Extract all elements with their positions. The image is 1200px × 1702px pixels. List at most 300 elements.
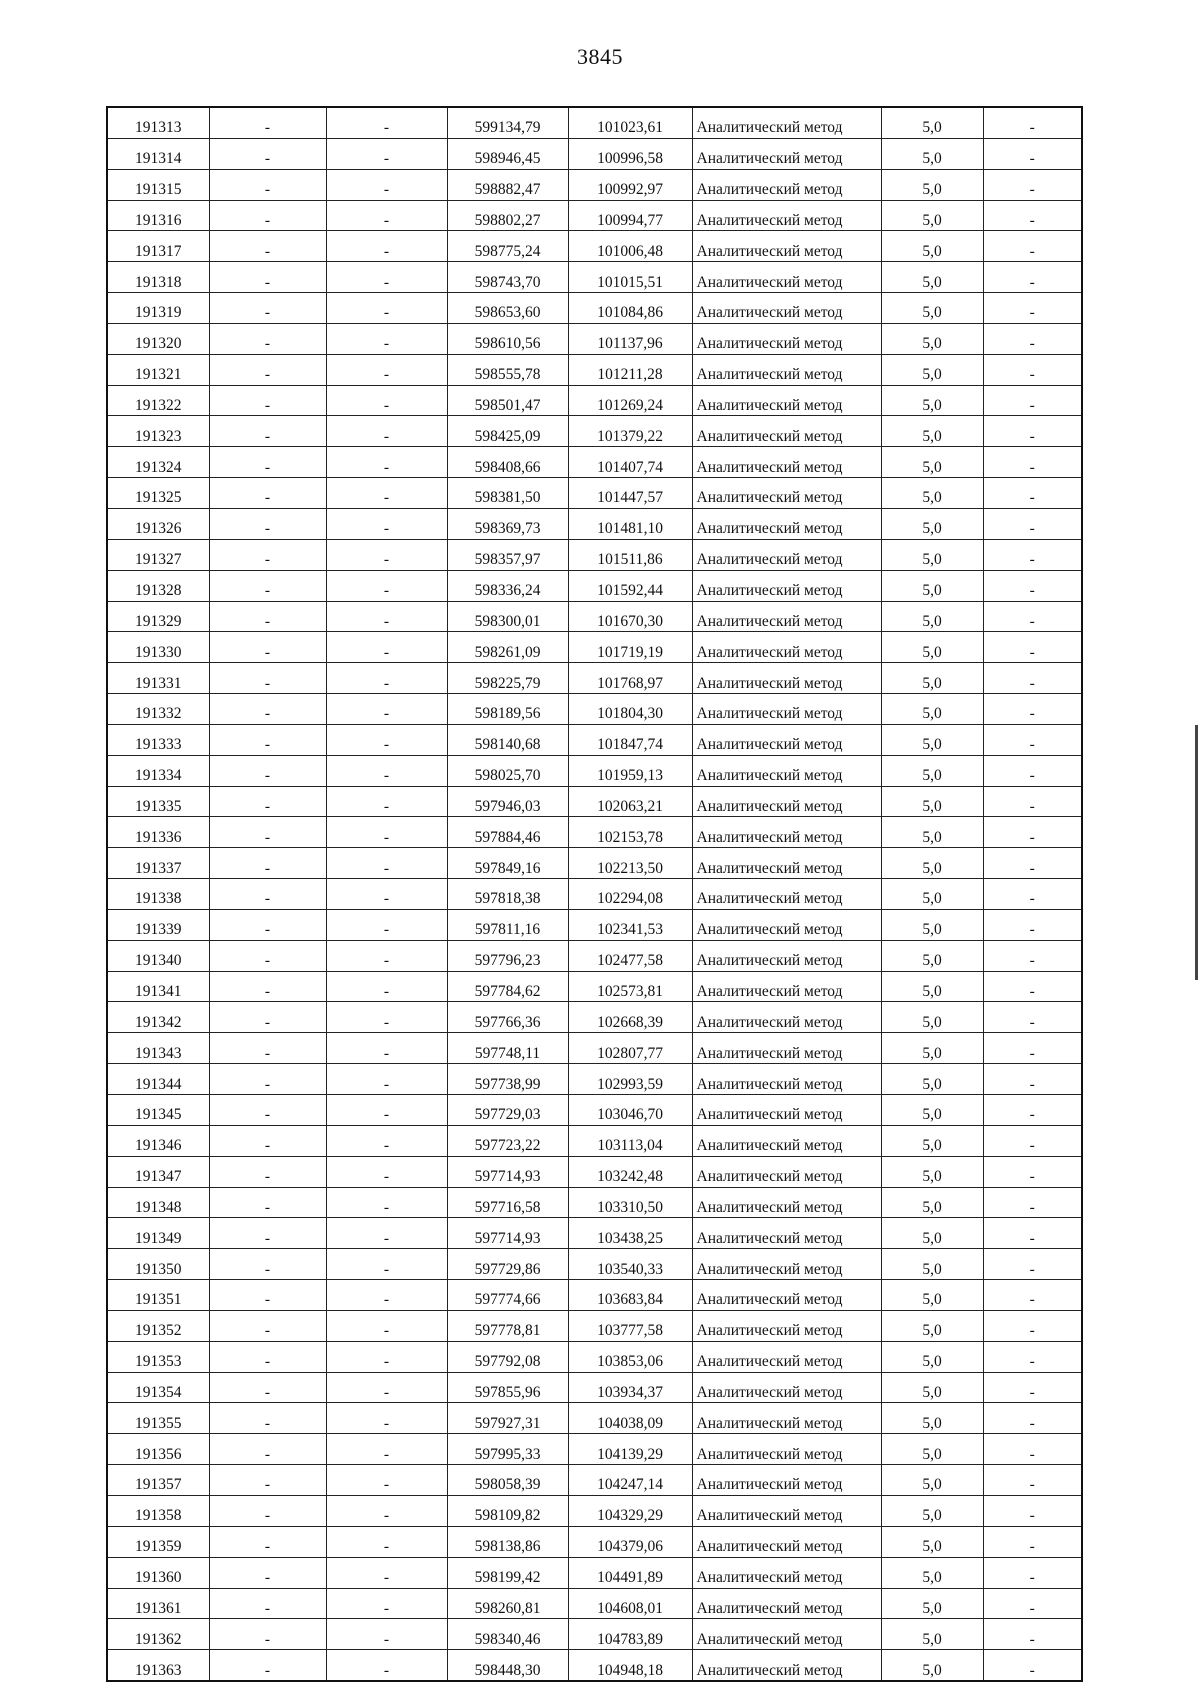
table-row: [107, 971, 1082, 1002]
y-coordinate-cell: 101959,13: [568, 755, 692, 786]
method-cell: Аналитический метод: [692, 138, 881, 169]
method-cell: Аналитический метод: [692, 724, 881, 755]
dash-cell: -: [326, 478, 447, 509]
table-row: [107, 539, 1082, 570]
x-coordinate-cell: 598300,01: [447, 601, 568, 632]
dash-cell: -: [326, 323, 447, 354]
point-id-cell: 191333: [107, 724, 209, 755]
x-coordinate-cell: 598109,82: [447, 1495, 568, 1526]
point-id-cell: 191322: [107, 385, 209, 416]
table-row: [107, 1310, 1082, 1341]
dash-cell: -: [209, 1557, 326, 1588]
accuracy-cell: 5,0: [881, 694, 983, 725]
method-cell: Аналитический метод: [692, 354, 881, 385]
method-cell: Аналитический метод: [692, 416, 881, 447]
table-row: [107, 478, 1082, 509]
method-cell: Аналитический метод: [692, 200, 881, 231]
table-row: [107, 1156, 1082, 1187]
point-id-cell: 191323: [107, 416, 209, 447]
dash-cell: -: [983, 200, 1082, 231]
table-row: [107, 1095, 1082, 1126]
y-coordinate-cell: 103242,48: [568, 1156, 692, 1187]
x-coordinate-cell: 598425,09: [447, 416, 568, 447]
method-cell: Аналитический метод: [692, 1095, 881, 1126]
dash-cell: -: [209, 323, 326, 354]
point-id-cell: 191362: [107, 1619, 209, 1650]
point-id-cell: 191352: [107, 1310, 209, 1341]
method-cell: Аналитический метод: [692, 879, 881, 910]
dash-cell: -: [209, 909, 326, 940]
accuracy-cell: 5,0: [881, 200, 983, 231]
accuracy-cell: 5,0: [881, 601, 983, 632]
accuracy-cell: 5,0: [881, 1434, 983, 1465]
dash-cell: -: [983, 1434, 1082, 1465]
x-coordinate-cell: 599134,79: [447, 107, 568, 138]
point-id-cell: 191338: [107, 879, 209, 910]
dash-cell: -: [209, 354, 326, 385]
accuracy-cell: 5,0: [881, 663, 983, 694]
y-coordinate-cell: 101804,30: [568, 694, 692, 725]
dash-cell: -: [983, 1465, 1082, 1496]
accuracy-cell: 5,0: [881, 1557, 983, 1588]
dash-cell: -: [209, 478, 326, 509]
x-coordinate-cell: 598743,70: [447, 262, 568, 293]
accuracy-cell: 5,0: [881, 1218, 983, 1249]
table-row: [107, 909, 1082, 940]
method-cell: Аналитический метод: [692, 663, 881, 694]
dash-cell: -: [326, 1280, 447, 1311]
y-coordinate-cell: 104491,89: [568, 1557, 692, 1588]
dash-cell: -: [209, 1434, 326, 1465]
y-coordinate-cell: 103777,58: [568, 1310, 692, 1341]
accuracy-cell: 5,0: [881, 1465, 983, 1496]
x-coordinate-cell: 598225,79: [447, 663, 568, 694]
dash-cell: -: [983, 354, 1082, 385]
x-coordinate-cell: 597716,58: [447, 1187, 568, 1218]
page-number: 3845: [577, 44, 623, 69]
point-id-cell: 191325: [107, 478, 209, 509]
method-cell: Аналитический метод: [692, 323, 881, 354]
table-row: [107, 755, 1082, 786]
y-coordinate-cell: 104379,06: [568, 1526, 692, 1557]
table-row: [107, 1064, 1082, 1095]
point-id-cell: 191342: [107, 1002, 209, 1033]
dash-cell: -: [983, 632, 1082, 663]
method-cell: Аналитический метод: [692, 1495, 881, 1526]
dash-cell: -: [983, 262, 1082, 293]
point-id-cell: 191341: [107, 971, 209, 1002]
point-id-cell: 191359: [107, 1526, 209, 1557]
dash-cell: -: [209, 755, 326, 786]
dash-cell: -: [983, 817, 1082, 848]
point-id-cell: 191331: [107, 663, 209, 694]
table-row: [107, 262, 1082, 293]
dash-cell: -: [983, 323, 1082, 354]
dash-cell: -: [983, 1495, 1082, 1526]
x-coordinate-cell: 598336,24: [447, 570, 568, 601]
table-row: [107, 200, 1082, 231]
dash-cell: -: [326, 1495, 447, 1526]
accuracy-cell: 5,0: [881, 385, 983, 416]
dash-cell: -: [209, 1341, 326, 1372]
y-coordinate-cell: 101379,22: [568, 416, 692, 447]
x-coordinate-cell: 597855,96: [447, 1372, 568, 1403]
method-cell: Аналитический метод: [692, 262, 881, 293]
dash-cell: -: [983, 755, 1082, 786]
x-coordinate-cell: 597927,31: [447, 1403, 568, 1434]
point-id-cell: 191330: [107, 632, 209, 663]
dash-cell: -: [326, 508, 447, 539]
dash-cell: -: [983, 786, 1082, 817]
coordinates-table: [106, 106, 1083, 1682]
dash-cell: -: [326, 354, 447, 385]
y-coordinate-cell: 101447,57: [568, 478, 692, 509]
dash-cell: -: [326, 755, 447, 786]
table-row: [107, 1218, 1082, 1249]
dash-cell: -: [326, 1249, 447, 1280]
x-coordinate-cell: 597946,03: [447, 786, 568, 817]
accuracy-cell: 5,0: [881, 755, 983, 786]
dash-cell: -: [326, 262, 447, 293]
accuracy-cell: 5,0: [881, 1280, 983, 1311]
x-coordinate-cell: 597792,08: [447, 1341, 568, 1372]
dash-cell: -: [326, 940, 447, 971]
dash-cell: -: [209, 1095, 326, 1126]
point-id-cell: 191324: [107, 447, 209, 478]
method-cell: Аналитический метод: [692, 1465, 881, 1496]
dash-cell: -: [326, 909, 447, 940]
dash-cell: -: [326, 1465, 447, 1496]
y-coordinate-cell: 102807,77: [568, 1033, 692, 1064]
point-id-cell: 191326: [107, 508, 209, 539]
table-row: [107, 786, 1082, 817]
dash-cell: -: [326, 632, 447, 663]
accuracy-cell: 5,0: [881, 1064, 983, 1095]
y-coordinate-cell: 102063,21: [568, 786, 692, 817]
accuracy-cell: 5,0: [881, 1526, 983, 1557]
dash-cell: -: [326, 1403, 447, 1434]
method-cell: Аналитический метод: [692, 231, 881, 262]
table-row: [107, 354, 1082, 385]
x-coordinate-cell: 598357,97: [447, 539, 568, 570]
accuracy-cell: 5,0: [881, 724, 983, 755]
dash-cell: -: [326, 1434, 447, 1465]
x-coordinate-cell: 598501,47: [447, 385, 568, 416]
dash-cell: -: [326, 1156, 447, 1187]
dash-cell: -: [983, 1403, 1082, 1434]
table-row: [107, 508, 1082, 539]
accuracy-cell: 5,0: [881, 1002, 983, 1033]
dash-cell: -: [209, 879, 326, 910]
dash-cell: -: [983, 1341, 1082, 1372]
dash-cell: -: [326, 1557, 447, 1588]
y-coordinate-cell: 102993,59: [568, 1064, 692, 1095]
dash-cell: -: [983, 138, 1082, 169]
x-coordinate-cell: 598802,27: [447, 200, 568, 231]
method-cell: Аналитический метод: [692, 385, 881, 416]
dash-cell: -: [983, 1187, 1082, 1218]
dash-cell: -: [209, 817, 326, 848]
dash-cell: -: [326, 1187, 447, 1218]
point-id-cell: 191361: [107, 1588, 209, 1619]
table-row: [107, 1341, 1082, 1372]
method-cell: Аналитический метод: [692, 1249, 881, 1280]
dash-cell: -: [209, 601, 326, 632]
accuracy-cell: 5,0: [881, 1650, 983, 1681]
table-row: [107, 1434, 1082, 1465]
method-cell: Аналитический метод: [692, 1557, 881, 1588]
table-row: [107, 694, 1082, 725]
dash-cell: -: [326, 1033, 447, 1064]
point-id-cell: 191319: [107, 293, 209, 324]
x-coordinate-cell: 598381,50: [447, 478, 568, 509]
dash-cell: -: [983, 1280, 1082, 1311]
y-coordinate-cell: 101023,61: [568, 107, 692, 138]
dash-cell: -: [983, 694, 1082, 725]
method-cell: Аналитический метод: [692, 1002, 881, 1033]
y-coordinate-cell: 104608,01: [568, 1588, 692, 1619]
dash-cell: -: [326, 1218, 447, 1249]
table-row: [107, 416, 1082, 447]
dash-cell: -: [983, 1156, 1082, 1187]
x-coordinate-cell: 597714,93: [447, 1156, 568, 1187]
dash-cell: -: [209, 169, 326, 200]
method-cell: Аналитический метод: [692, 447, 881, 478]
accuracy-cell: 5,0: [881, 508, 983, 539]
dash-cell: -: [983, 416, 1082, 447]
point-id-cell: 191351: [107, 1280, 209, 1311]
x-coordinate-cell: 598189,56: [447, 694, 568, 725]
dash-cell: -: [326, 231, 447, 262]
dash-cell: -: [209, 293, 326, 324]
point-id-cell: 191335: [107, 786, 209, 817]
dash-cell: -: [983, 169, 1082, 200]
y-coordinate-cell: 104139,29: [568, 1434, 692, 1465]
dash-cell: -: [326, 1064, 447, 1095]
dash-cell: -: [209, 1187, 326, 1218]
y-coordinate-cell: 103683,84: [568, 1280, 692, 1311]
table-row: [107, 231, 1082, 262]
dash-cell: -: [983, 447, 1082, 478]
dash-cell: -: [209, 663, 326, 694]
x-coordinate-cell: 597714,93: [447, 1218, 568, 1249]
point-id-cell: 191332: [107, 694, 209, 725]
dash-cell: -: [326, 601, 447, 632]
dash-cell: -: [983, 1249, 1082, 1280]
accuracy-cell: 5,0: [881, 1095, 983, 1126]
dash-cell: -: [326, 786, 447, 817]
y-coordinate-cell: 101137,96: [568, 323, 692, 354]
method-cell: Аналитический метод: [692, 786, 881, 817]
y-coordinate-cell: 103853,06: [568, 1341, 692, 1372]
dash-cell: -: [326, 169, 447, 200]
dash-cell: -: [326, 1526, 447, 1557]
accuracy-cell: 5,0: [881, 1156, 983, 1187]
x-coordinate-cell: 597748,11: [447, 1033, 568, 1064]
y-coordinate-cell: 103540,33: [568, 1249, 692, 1280]
y-coordinate-cell: 101269,24: [568, 385, 692, 416]
table-row: [107, 848, 1082, 879]
table-row: [107, 817, 1082, 848]
point-id-cell: 191356: [107, 1434, 209, 1465]
table-row: [107, 107, 1082, 138]
dash-cell: -: [326, 663, 447, 694]
y-coordinate-cell: 101847,74: [568, 724, 692, 755]
point-id-cell: 191344: [107, 1064, 209, 1095]
table-row: [107, 293, 1082, 324]
table-row: [107, 724, 1082, 755]
dash-cell: -: [209, 570, 326, 601]
method-cell: Аналитический метод: [692, 1341, 881, 1372]
x-coordinate-cell: 597784,62: [447, 971, 568, 1002]
point-id-cell: 191318: [107, 262, 209, 293]
method-cell: Аналитический метод: [692, 508, 881, 539]
method-cell: Аналитический метод: [692, 848, 881, 879]
accuracy-cell: 5,0: [881, 879, 983, 910]
dash-cell: -: [983, 478, 1082, 509]
x-coordinate-cell: 597729,86: [447, 1249, 568, 1280]
x-coordinate-cell: 598555,78: [447, 354, 568, 385]
y-coordinate-cell: 101006,48: [568, 231, 692, 262]
y-coordinate-cell: 102477,58: [568, 940, 692, 971]
accuracy-cell: 5,0: [881, 786, 983, 817]
accuracy-cell: 5,0: [881, 1495, 983, 1526]
dash-cell: -: [209, 200, 326, 231]
accuracy-cell: 5,0: [881, 416, 983, 447]
point-id-cell: 191353: [107, 1341, 209, 1372]
point-id-cell: 191337: [107, 848, 209, 879]
x-coordinate-cell: 598610,56: [447, 323, 568, 354]
x-coordinate-cell: 598882,47: [447, 169, 568, 200]
dash-cell: -: [983, 1650, 1082, 1681]
table-row: [107, 1588, 1082, 1619]
x-coordinate-cell: 598653,60: [447, 293, 568, 324]
method-cell: Аналитический метод: [692, 570, 881, 601]
dash-cell: -: [209, 1249, 326, 1280]
dash-cell: -: [326, 848, 447, 879]
accuracy-cell: 5,0: [881, 570, 983, 601]
dash-cell: -: [209, 231, 326, 262]
dash-cell: -: [983, 1002, 1082, 1033]
point-id-cell: 191346: [107, 1125, 209, 1156]
dash-cell: -: [209, 1156, 326, 1187]
y-coordinate-cell: 103934,37: [568, 1372, 692, 1403]
dash-cell: -: [209, 107, 326, 138]
method-cell: Аналитический метод: [692, 107, 881, 138]
table-row: [107, 1249, 1082, 1280]
point-id-cell: 191355: [107, 1403, 209, 1434]
x-coordinate-cell: 598408,66: [447, 447, 568, 478]
dash-cell: -: [209, 632, 326, 663]
dash-cell: -: [326, 1341, 447, 1372]
table-row: [107, 879, 1082, 910]
point-id-cell: 191363: [107, 1650, 209, 1681]
method-cell: Аналитический метод: [692, 1033, 881, 1064]
x-coordinate-cell: 598369,73: [447, 508, 568, 539]
dash-cell: -: [209, 416, 326, 447]
y-coordinate-cell: 102153,78: [568, 817, 692, 848]
dash-cell: -: [326, 724, 447, 755]
y-coordinate-cell: 101719,19: [568, 632, 692, 663]
dash-cell: -: [326, 1095, 447, 1126]
dash-cell: -: [209, 1619, 326, 1650]
method-cell: Аналитический метод: [692, 940, 881, 971]
dash-cell: -: [326, 447, 447, 478]
dash-cell: -: [209, 694, 326, 725]
dash-cell: -: [209, 262, 326, 293]
x-coordinate-cell: 598448,30: [447, 1650, 568, 1681]
accuracy-cell: 5,0: [881, 293, 983, 324]
y-coordinate-cell: 104783,89: [568, 1619, 692, 1650]
accuracy-cell: 5,0: [881, 169, 983, 200]
table-row: [107, 385, 1082, 416]
dash-cell: -: [326, 570, 447, 601]
dash-cell: -: [983, 293, 1082, 324]
y-coordinate-cell: 101481,10: [568, 508, 692, 539]
x-coordinate-cell: 597995,33: [447, 1434, 568, 1465]
table-row: [107, 1619, 1082, 1650]
dash-cell: -: [209, 724, 326, 755]
dash-cell: -: [983, 1125, 1082, 1156]
method-cell: Аналитический метод: [692, 1064, 881, 1095]
table-row: [107, 323, 1082, 354]
scan-edge-mark: [1195, 725, 1198, 980]
dash-cell: -: [983, 1095, 1082, 1126]
dash-cell: -: [983, 1619, 1082, 1650]
dash-cell: -: [326, 539, 447, 570]
x-coordinate-cell: 597811,16: [447, 909, 568, 940]
method-cell: Аналитический метод: [692, 909, 881, 940]
dash-cell: -: [326, 1372, 447, 1403]
point-id-cell: 191329: [107, 601, 209, 632]
point-id-cell: 191343: [107, 1033, 209, 1064]
dash-cell: -: [209, 1465, 326, 1496]
table-row: [107, 1187, 1082, 1218]
x-coordinate-cell: 597884,46: [447, 817, 568, 848]
method-cell: Аналитический метод: [692, 1650, 881, 1681]
accuracy-cell: 5,0: [881, 447, 983, 478]
y-coordinate-cell: 102573,81: [568, 971, 692, 1002]
y-coordinate-cell: 102341,53: [568, 909, 692, 940]
x-coordinate-cell: 597849,16: [447, 848, 568, 879]
point-id-cell: 191334: [107, 755, 209, 786]
table-row: [107, 601, 1082, 632]
y-coordinate-cell: 101015,51: [568, 262, 692, 293]
y-coordinate-cell: 100994,77: [568, 200, 692, 231]
accuracy-cell: 5,0: [881, 354, 983, 385]
accuracy-cell: 5,0: [881, 817, 983, 848]
x-coordinate-cell: 598025,70: [447, 755, 568, 786]
x-coordinate-cell: 598260,81: [447, 1588, 568, 1619]
y-coordinate-cell: 103438,25: [568, 1218, 692, 1249]
table-row: [107, 632, 1082, 663]
dash-cell: -: [326, 385, 447, 416]
method-cell: Аналитический метод: [692, 1218, 881, 1249]
point-id-cell: 191357: [107, 1465, 209, 1496]
point-id-cell: 191316: [107, 200, 209, 231]
method-cell: Аналитический метод: [692, 539, 881, 570]
method-cell: Аналитический метод: [692, 755, 881, 786]
dash-cell: -: [983, 909, 1082, 940]
x-coordinate-cell: 598340,46: [447, 1619, 568, 1650]
accuracy-cell: 5,0: [881, 1588, 983, 1619]
dash-cell: -: [209, 1310, 326, 1341]
table-row: [107, 1372, 1082, 1403]
dash-cell: -: [983, 385, 1082, 416]
x-coordinate-cell: 598775,24: [447, 231, 568, 262]
dash-cell: -: [983, 1033, 1082, 1064]
method-cell: Аналитический метод: [692, 1588, 881, 1619]
